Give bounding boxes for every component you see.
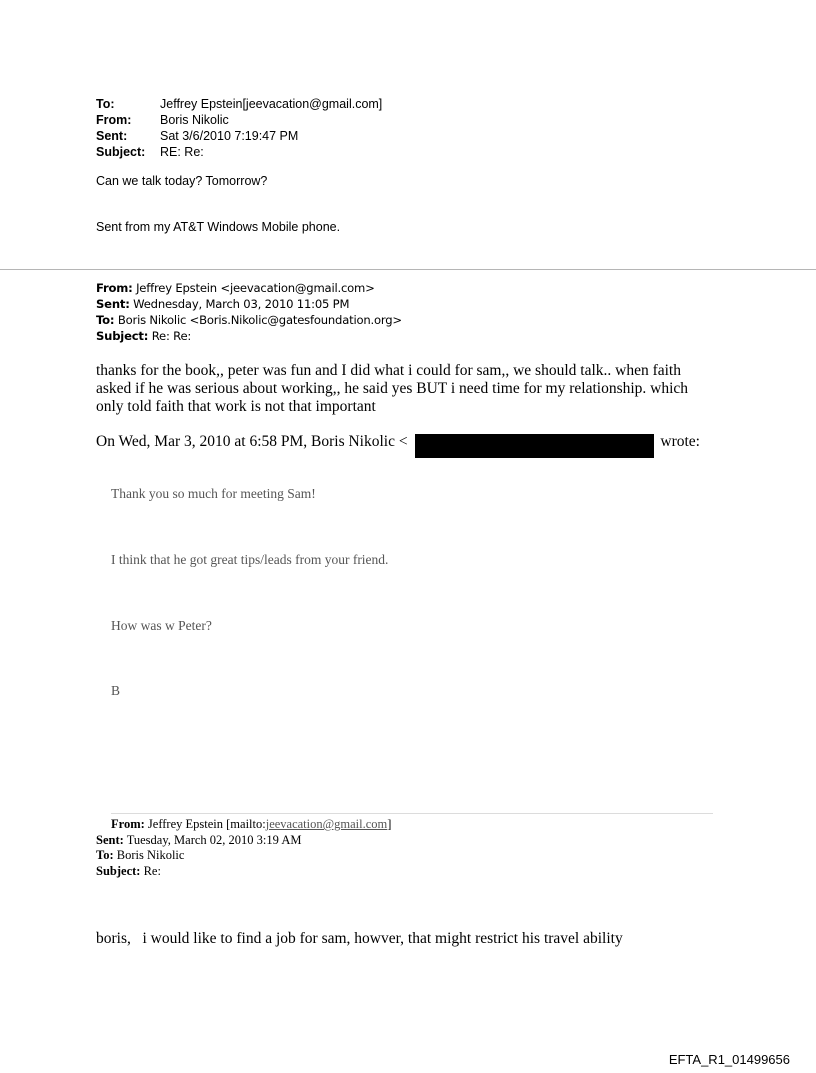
nested-subject-label: Subject: <box>96 863 141 878</box>
nested-subject-row <box>96 864 391 880</box>
from-value: Boris Nikolic <box>160 113 229 127</box>
sent-value: Sat 3/6/2010 7:19:47 PM <box>160 129 299 143</box>
redaction-box <box>415 434 654 458</box>
document-id: EFTA_R1_01499656 <box>668 1052 790 1067</box>
nested-sent-row <box>96 833 391 849</box>
to-label: To: <box>96 97 115 111</box>
nested-line-2: I think that he got great tips/leads from your friend. <box>111 552 389 567</box>
nested-to-row <box>96 848 391 864</box>
quoted-header <box>96 280 402 344</box>
quoted-sent-row <box>96 296 402 312</box>
from-label: From: <box>96 113 132 127</box>
top-signature: Sent from my AT&T Windows Mobile phone. <box>96 220 341 234</box>
on-wed-suffix: wrote: <box>660 433 700 450</box>
nested-from-label: From: <box>111 817 145 831</box>
quoted-from-label: From: <box>96 281 133 295</box>
nested-from-suffix: ] <box>387 817 392 831</box>
nested-line-3: How was w Peter? <box>111 618 212 633</box>
to-value: Jeffrey Epstein[jeevacation@gmail.com] <box>160 97 383 111</box>
email-link[interactable]: jeevacation@gmail.com <box>265 817 388 831</box>
divider <box>0 269 816 270</box>
quoted-to-row <box>96 312 402 328</box>
nested-sent-label: Sent: <box>96 832 124 847</box>
quoted-subject-label: Subject: <box>96 329 149 343</box>
nested-header <box>96 817 391 879</box>
nested-line-1: Thank you so much for meeting Sam! <box>111 486 316 501</box>
quoted-subject-value: Re: Re: <box>151 329 192 343</box>
quoted-from-value: Jeffrey Epstein <jeevacation@gmail.com> <box>136 281 375 295</box>
on-wed-line <box>96 433 700 457</box>
nested-subject-value: Re: <box>143 863 161 878</box>
sent-label: Sent: <box>96 129 128 143</box>
nested-line-4: B <box>111 683 121 698</box>
sent-row <box>96 128 382 144</box>
quoted-sent-value: Wednesday, March 03, 2010 11:05 PM <box>133 297 350 311</box>
quoted-to-value: Boris Nikolic <Boris.Nikolic@gatesfoundation.org> <box>117 313 402 327</box>
quoted-body: thanks for the book,, peter was fun and I did what i could for sam,, we should talk.. when faith asked if he was serious about working,, he said yes BUT i need time for my relationship. which only told faith that work is not that important <box>96 362 689 415</box>
nested-from-row <box>96 817 391 833</box>
last-body: boris, i would like to find a job for sam, howver, that might restrict his travel ability <box>96 930 623 947</box>
quoted-sent-label: Sent: <box>96 297 130 311</box>
nested-divider <box>111 813 713 814</box>
nested-from-prefix: Jeffrey Epstein [mailto: <box>147 817 266 831</box>
nested-to-value: Boris Nikolic <box>116 848 185 862</box>
nested-sent-value: Tuesday, March 02, 2010 3:19 AM <box>126 832 302 847</box>
email-header <box>96 96 382 160</box>
subject-label: Subject: <box>96 145 146 159</box>
subject-value: RE: Re: <box>160 145 204 159</box>
nested-to-label: To: <box>96 848 114 862</box>
on-wed-prefix: On Wed, Mar 3, 2010 at 6:58 PM, Boris Nikolic < <box>96 433 408 450</box>
top-body: Can we talk today? Tomorrow? <box>96 174 268 188</box>
quoted-from-row <box>96 280 402 296</box>
quoted-subject-row <box>96 328 402 344</box>
quoted-to-label: To: <box>96 313 115 327</box>
from-row <box>96 112 382 128</box>
to-row <box>96 96 382 112</box>
subject-row <box>96 144 382 160</box>
